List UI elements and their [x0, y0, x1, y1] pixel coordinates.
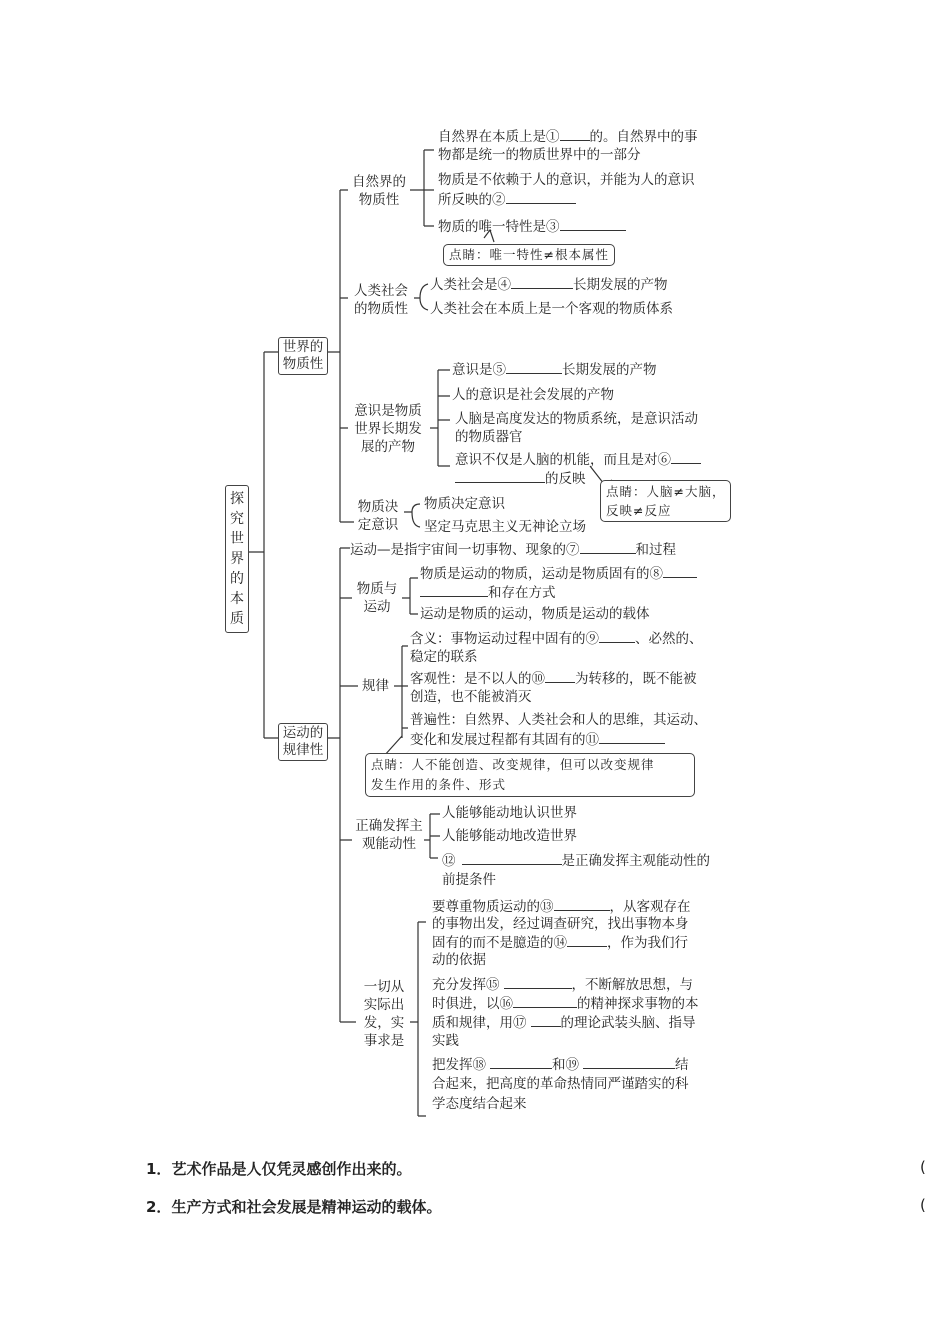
- reality-line-10: 合起来，把高度的革命热情同严谨踏实的科: [432, 1076, 689, 1092]
- consciousness-line-4: 的物质器官: [455, 429, 523, 445]
- reality-line-7: 质和规律，用⑰ 的理论武装头脑、指导: [432, 1015, 696, 1031]
- reality-line-3: 固有的而不是臆造的⑭ ，作为我们行: [432, 935, 688, 951]
- consciousness-line-1: 意识是⑤ 长期发展的产物: [452, 362, 657, 378]
- consciousness-line-5: 意识不仅是人脑的机能，而且是对⑥: [455, 451, 701, 469]
- reality-line-8: 实践: [432, 1033, 459, 1049]
- reality-line-5: 充分发挥⑮ ，不断解放思想，与: [432, 977, 693, 993]
- reality-line-2: 的事物出发，经过调查研究，找出事物本身: [432, 916, 689, 932]
- consciousness-line-6: 的反映: [455, 470, 586, 488]
- consciousness-note: 点睛：人脑≠大脑， 反映≠反应: [600, 480, 731, 522]
- motion-definition: 运动—是指宇宙间一切事物、现象的⑦ 和过程: [350, 542, 676, 558]
- nature-title: 自然界的物质性: [352, 174, 406, 208]
- initiative-line-4: 前提条件: [442, 872, 496, 888]
- initiative-line-2: 人能够能动地改造世界: [442, 828, 577, 844]
- initiative-line-3: ⑫ 是正确发挥主观能动性的: [442, 853, 710, 869]
- matter-motion-line-2: 和存在方式: [420, 584, 556, 602]
- reality-line-9: 把发挥⑱ 和⑲ 结: [432, 1057, 689, 1073]
- matter-motion-line-1: 物质是运动的物质，运动是物质固有的⑧: [420, 565, 697, 583]
- law-line-4: 创造，也不能被消灭: [410, 689, 532, 705]
- reality-line-11: 学态度结合起来: [432, 1096, 527, 1112]
- law-title: 规律: [362, 678, 389, 694]
- decide-title: 物质决定意识: [357, 499, 399, 533]
- question-2: 2．生产方式和社会发展是精神运动的载体。: [146, 1198, 442, 1216]
- decide-line-1: 物质决定意识: [424, 496, 505, 512]
- decide-line-2: 坚定马克思主义无神论立场: [424, 519, 586, 535]
- nature-note: 点睛：唯一特性≠根本属性: [443, 244, 615, 266]
- society-line-1: 人类社会是④ 长期发展的产物: [430, 277, 668, 293]
- reality-line-6: 时俱进，以⑯ 的精神探求事物的本: [432, 996, 699, 1012]
- law-line-6: 变化和发展过程都有其固有的⑪: [410, 731, 665, 749]
- law-line-2: 稳定的联系: [410, 649, 478, 665]
- reality-line-4: 动的依据: [432, 952, 486, 968]
- consciousness-line-2: 人的意识是社会发展的产物: [452, 387, 614, 403]
- consciousness-line-3: 人脑是高度发达的物质系统，是意识活动: [455, 411, 698, 427]
- nature-line-1: 自然界在本质上是① 的。自然界中的事: [438, 129, 698, 145]
- matter-motion-line-3: 运动是物质的运动，物质是运动的载体: [420, 606, 650, 622]
- nature-line-2: 物都是统一的物质世界中的一部分: [438, 147, 641, 163]
- society-line-2: 人类社会在本质上是一个客观的物质体系: [430, 301, 673, 317]
- consciousness-title: 意识是物质世界长期发展的产物: [354, 403, 422, 455]
- root-node: 探究世界的本质: [225, 485, 249, 633]
- question-2-bracket: (: [920, 1196, 926, 1214]
- question-1-bracket: (: [920, 1158, 926, 1176]
- initiative-line-1: 人能够能动地认识世界: [442, 805, 577, 821]
- world-material-node: 世界的物质性: [278, 337, 328, 375]
- law-line-3: 客观性：是不以人的⑩ 为转移的，既不能被: [410, 671, 697, 687]
- motion-law-node: 运动的规律性: [278, 723, 328, 761]
- initiative-title: 正确发挥主观能动性: [355, 818, 423, 852]
- reality-line-1: 要尊重物质运动的⑬ ，从客观存在: [432, 899, 691, 915]
- nature-line-5: 物质的唯一特性是③: [438, 218, 626, 236]
- law-note: 点睛：人不能创造、改变规律，但可以改变规律 发生作用的条件、形式: [365, 753, 695, 797]
- law-line-5: 普遍性：自然界、人类社会和人的思维，其运动、: [410, 712, 707, 728]
- society-title: 人类社会的物质性: [354, 283, 408, 317]
- law-line-1: 含义：事物运动过程中固有的⑨ 、必然的、: [410, 631, 703, 647]
- nature-line-4: 所反映的②: [438, 191, 576, 209]
- question-1: 1．艺术作品是人仅凭灵感创作出来的。: [146, 1160, 412, 1178]
- reality-title: 一切从实际出发，实事求是: [363, 979, 405, 1049]
- nature-line-3: 物质是不依赖于人的意识，并能为人的意识: [438, 172, 695, 188]
- matter-motion-title: 物质与运动: [356, 581, 398, 615]
